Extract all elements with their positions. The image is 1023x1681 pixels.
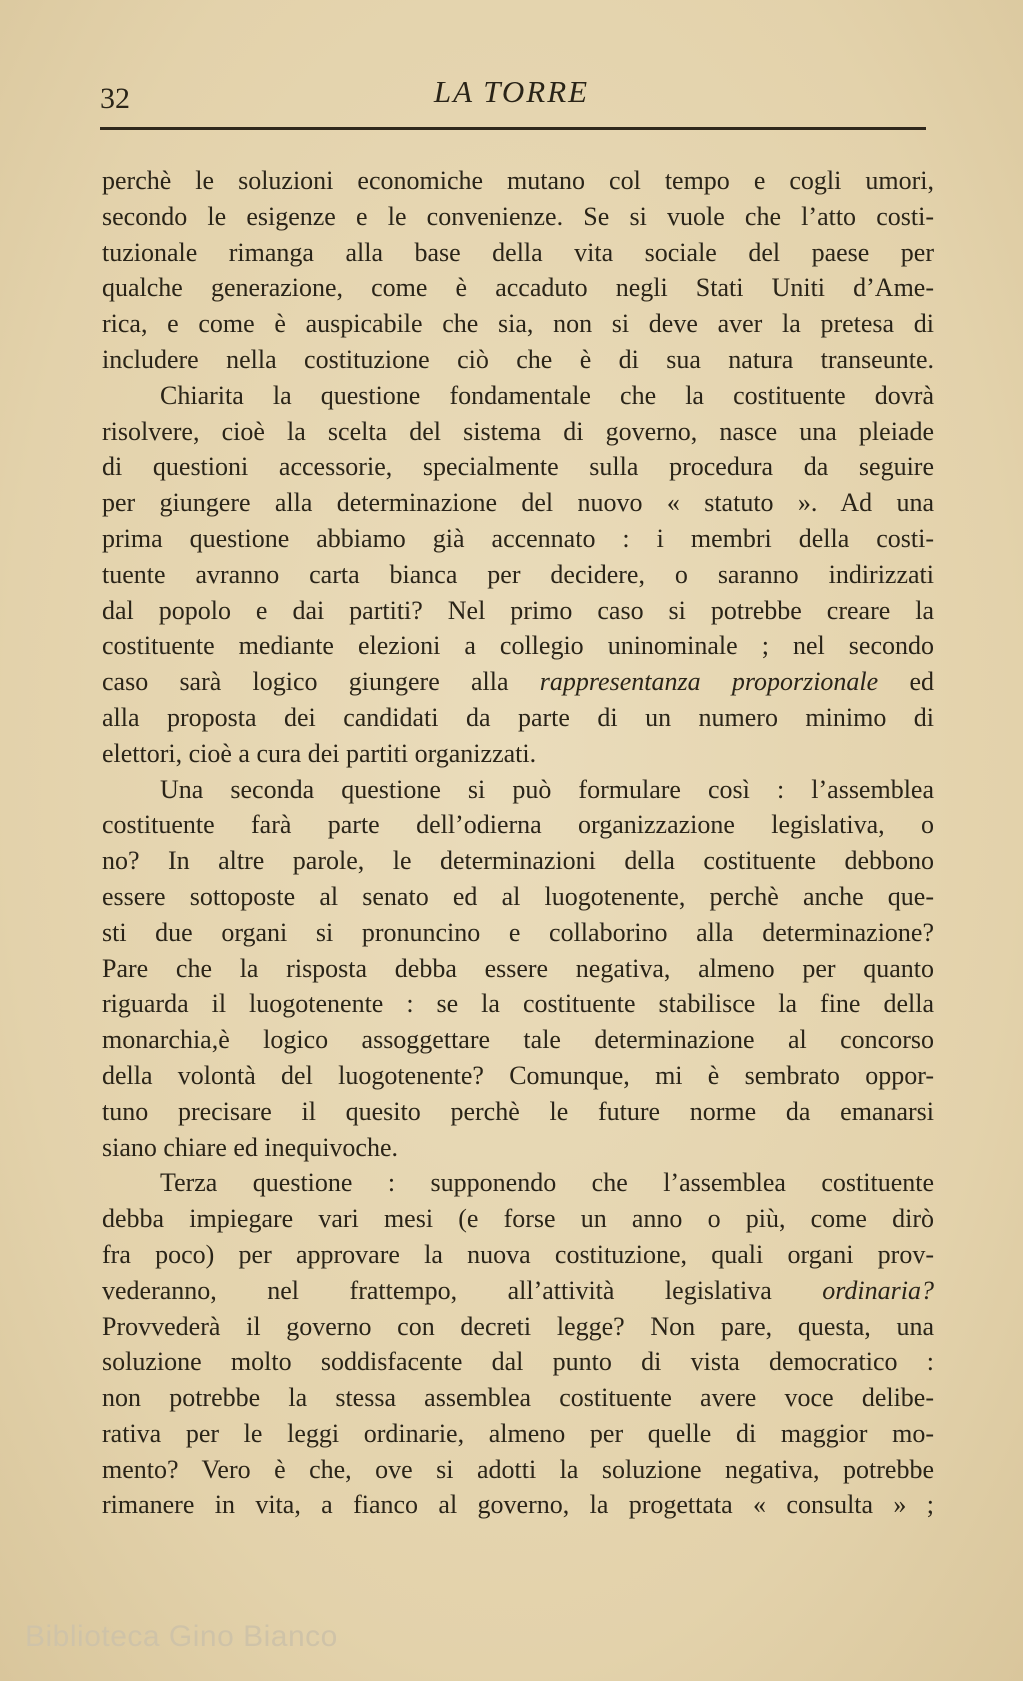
text-line: monarchia,è logico assoggettare tale determinazione al concorso [102, 1025, 934, 1055]
page-number: 32 [100, 82, 130, 115]
text-line: tuente avranno carta bianca per decidere, o saranno indirizzati [102, 559, 934, 589]
text-line: Una seconda questione si può formulare così : l’assemblea [160, 774, 934, 804]
text-line: di questioni accessorie, specialmente sulla procedura da seguire [102, 452, 934, 482]
text-line: dal popolo e dai partiti? Nel primo caso si potrebbe creare la [102, 595, 934, 625]
text-line: costituente mediante elezioni a collegio uninominale ; nel secondo [102, 631, 934, 661]
text-line: soluzione molto soddisfacente dal punto di vista democratico : [102, 1347, 934, 1377]
paragraph-3 [102, 772, 934, 1166]
text-line: secondo le esigenze e le convenienze. Se si vuole che l’atto costi- [102, 201, 934, 231]
text-line: essere sottoposte al senato ed al luogotenente, perchè anche que- [102, 881, 934, 911]
text-line: perchè le soluzioni economiche mutano col tempo e cogli umori, [102, 166, 934, 195]
italic-term: ordinaria? [822, 1275, 934, 1305]
text-line: rativa per le leggi ordinarie, almeno per quelle di maggior mo- [102, 1418, 934, 1448]
text-line: riguarda il luogotenente : se la costituente stabilisce la fine della [102, 989, 934, 1019]
text-line: prima questione abbiamo già accennato : i membri della costi- [102, 523, 934, 553]
text-span: caso sarà logico giungere alla [102, 667, 540, 697]
text-line: tuno precisare il quesito perchè le future norme da emanarsi [102, 1096, 934, 1126]
text-line: includere nella costituzione ciò che è di sua natura transeunte. [102, 344, 934, 374]
text-line: no? In altre parole, le determinazioni della costituente debbono [102, 846, 934, 876]
text-line: rica, e come è auspicabile che sia, non si deve aver la pretesa di [102, 309, 934, 339]
text-line: costituente farà parte dell’odierna organizzazione legislativa, o [102, 810, 934, 840]
text-line-with-italic [102, 1273, 934, 1309]
italic-term: rappresentanza proporzionale [539, 667, 879, 697]
text-line: Provvederà il governo con decreti legge? Non pare, questa, una [102, 1311, 934, 1341]
text-line: Pare che la risposta debba essere negativa, almeno per quanto [102, 953, 934, 983]
text-line: qualche generazione, come è accaduto negli Stati Uniti d’Ame- [102, 273, 934, 303]
text-line: Chiarita la questione fondamentale che la costituente dovrà [160, 380, 934, 410]
paragraph-2 [102, 378, 934, 772]
text-line: della volontà del luogotenente? Comunque, mi è sembrato oppor- [102, 1060, 934, 1090]
paragraph-1 [102, 163, 934, 378]
text-line: tuzionale rimanga alla base della vita sociale del paese per [102, 237, 934, 267]
running-title: LA TORRE [433, 74, 590, 109]
text-line: elettori, cioè a cura dei partiti organizzati. [102, 738, 537, 768]
text-line-with-italic [102, 664, 934, 700]
text-line: sti due organi si pronuncino e collaborino alla determinazione? [102, 917, 934, 947]
text-line: fra poco) per approvare la nuova costituzione, quali organi prov- [102, 1239, 934, 1269]
text-line: per giungere alla determinazione del nuovo « statuto ». Ad una [102, 488, 934, 518]
header-rule [100, 127, 926, 130]
text-line: alla proposta dei candidati da parte di un numero minimo di [102, 702, 934, 732]
text-line: rimanere in vita, a fianco al governo, la progettata « consulta » ; [102, 1490, 934, 1520]
paragraph-4 [102, 1165, 934, 1523]
text-line: Terza questione : supponendo che l’assemblea costituente [160, 1168, 934, 1198]
library-watermark: Biblioteca Gino Bianco [25, 1620, 338, 1653]
text-span: ed [878, 667, 934, 697]
text-span: vederanno, nel frattempo, all’attività legislativa [102, 1275, 823, 1305]
text-line: siano chiare ed inequivoche. [102, 1132, 398, 1162]
body-text [102, 163, 934, 1523]
text-line: mento? Vero è che, ove si adotti la soluzione negativa, potrebbe [102, 1454, 934, 1484]
text-line: risolvere, cioè la scelta del sistema di governo, nasce una pleiade [102, 416, 934, 446]
text-line: non potrebbe la stessa assemblea costituente avere voce delibe- [102, 1383, 934, 1413]
text-line: debba impiegare vari mesi (e forse un anno o più, come dirò [102, 1204, 934, 1234]
